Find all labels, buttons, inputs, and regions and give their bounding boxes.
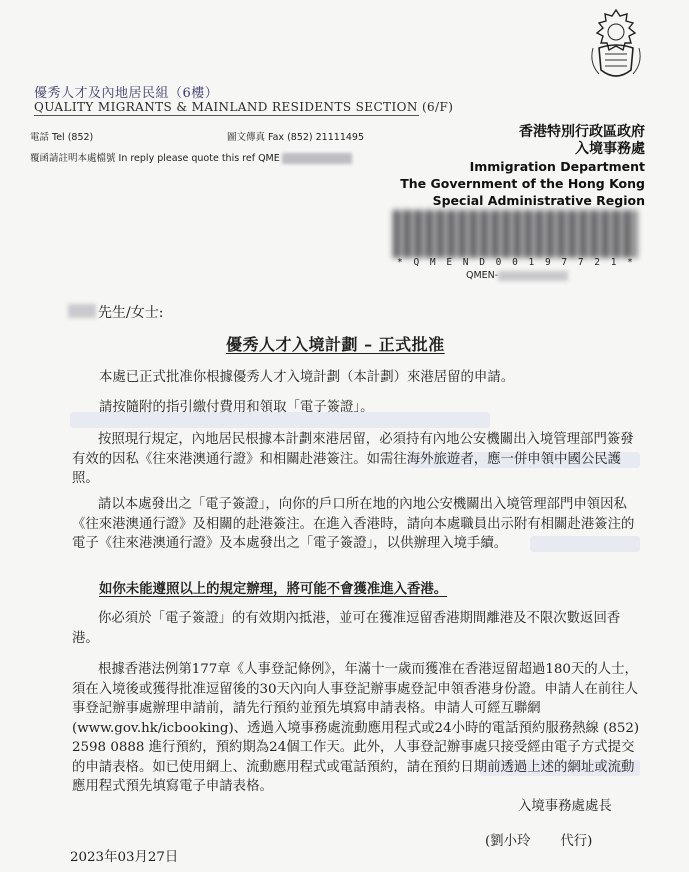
telephone-line: 電話 Tel (852) bbox=[30, 132, 94, 143]
dept-zh-line2: 入境事務處 bbox=[575, 141, 645, 157]
paragraph-approval: 本處已正式批准你根據優秀人才入境計劃（本計劃）來港居留的申請。 bbox=[99, 370, 515, 385]
paragraph-endorsement: 請以本處發出之「電子簽證」，向你的戶口所在地的內地公安機關出入境管理部門申領因私《往來港澳通行證》及相關的赴港簽注。在進入香港時，請向本處職員出示附有相關赴港簽注的電子《往來港澳通行證》及本處發出之「電子簽證」，以供辦理入境手續。 bbox=[72, 497, 635, 551]
paragraph-fees: 請按隨附的指引繳付費用和領取「電子簽證」。 bbox=[99, 400, 374, 415]
reply-reference-text: 覆函請註明本處檔號 In reply please quote this ref QME bbox=[30, 153, 280, 164]
salutation: 先生/女士: bbox=[98, 305, 164, 321]
redacted-barcode-ref bbox=[498, 271, 568, 281]
signatory-name: (劉小玲 bbox=[485, 834, 531, 849]
dept-en-line2: The Government of the Hong Kong bbox=[400, 176, 645, 191]
redacted-name bbox=[68, 304, 96, 318]
dept-zh-line1: 香港特別行政區政府 bbox=[519, 124, 645, 140]
reply-reference bbox=[30, 150, 352, 164]
redacted-reference bbox=[282, 153, 352, 164]
signatory-line bbox=[485, 830, 592, 849]
section-divider bbox=[34, 115, 419, 116]
dept-en-line1: Immigration Department bbox=[469, 159, 645, 174]
paragraph-id-registration: 根據香港法例第177章《人事登記條例》，年滿十一歲而獲准在香港逗留超過180天的人士，須在入境後或獲得批准逗留後的30天內向人事登記辦事處登記申領香港身份證。申請人在前往人事登記辦事處辦理申請前，請先行預約並預先填寫申請表格。申請人可經互聯網 (www.gov.hk/icbooking)、透過入境事務處流動應用程式或24小時的電話預約服務熱線 (852) 2598 0888 進行預約，預約期為24個工作天。此外，人事登記辦事處只接受經由電子方式提交的申請表格。如已使用網上、流動應用程式或電話預約，請在預約日期前透過上述的網址或流動應用程式預先填寫電子申請表格。 bbox=[72, 662, 640, 794]
barcode-reference-text: QMEN- bbox=[466, 270, 499, 281]
paragraph-warning: 如你未能遵照以上的規定辦理，將可能不會獲准進入香港。 bbox=[99, 581, 448, 597]
signatory-title: 入境事務處處長 bbox=[518, 799, 612, 814]
barcode-text: * Q M E N D 0 0 1 9 7 7 2 1 * bbox=[397, 257, 636, 268]
fax-line: 圖文傳真 Fax (852) 21111495 bbox=[227, 132, 364, 143]
barcode-reference bbox=[466, 270, 568, 281]
signatory-acting: 代行) bbox=[560, 834, 593, 849]
paragraph-permit-requirement: 按照現行規定，內地居民根據本計劃來港居留，必須持有內地公安機關出入境管理部門簽發有效的因私《往來港澳通行證》和相關赴港簽注。如需往海外旅遊者，應一併申領中國公民護照。 bbox=[72, 432, 634, 486]
letter-date: 2023年03月27日 bbox=[70, 850, 179, 865]
barcode bbox=[393, 210, 637, 258]
section-name-en: QUALITY MIGRANTS & MAINLAND RESIDENTS SECTION (6/F) bbox=[34, 100, 454, 114]
dept-en-line3: Special Administrative Region bbox=[432, 193, 645, 208]
letter-title: 優秀人才入境計劃 – 正式批准 bbox=[226, 335, 445, 354]
paragraph-validity: 你必須於「電子簽證」的有效期內抵港，並可在獲准逗留香港期間離港及不限次數返回香港。 bbox=[72, 611, 621, 646]
government-emblem-icon bbox=[585, 8, 647, 84]
department-block bbox=[400, 124, 645, 209]
section-name-zh: 優秀人才及內地居民組（6樓） bbox=[34, 86, 219, 101]
